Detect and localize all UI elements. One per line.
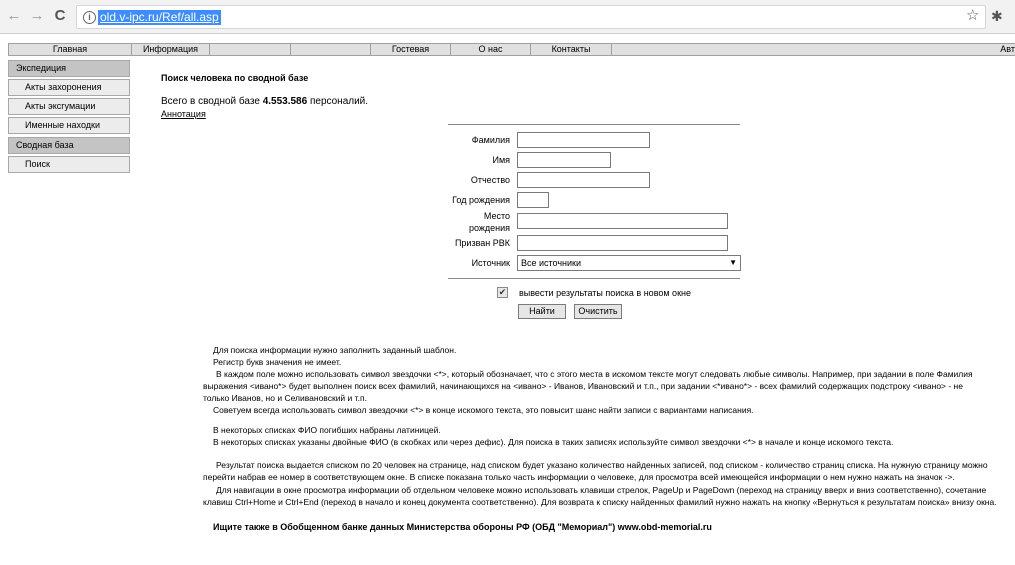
birth-year-label: Год рождения [452,195,510,205]
draft-office-label: Призван РВК [454,238,510,248]
menu-item-info[interactable]: Информация [132,44,209,55]
sidebar-item-search[interactable]: Поиск [8,156,130,173]
annotation-link[interactable]: Аннотация [161,109,206,119]
address-bar[interactable] [76,5,986,29]
divider-top [448,124,740,125]
total-suffix: персоналий. [309,96,369,107]
help-p3-line1: Результат поиска выдается списком по 20 человек на странице, над списком будет указано количество найденных записей, под списком - количество страниц списка. На нужную страницу можно [216,460,988,470]
url-text[interactable]: old.v-ipc.ru/Ref/all.asp [100,10,219,24]
menu-item-contacts[interactable]: Контакты [531,44,611,55]
sidebar-section-expedition[interactable]: Экспедиция [8,60,130,77]
surname-input[interactable] [517,132,650,148]
sidebar-item-named-finds[interactable]: Именные находки [8,117,130,134]
help-p1-line1: Для поиска информации нужно заполнить заданный шаблон. [213,345,457,355]
find-button[interactable]: Найти [518,304,566,319]
birth-year-input[interactable] [517,192,549,208]
new-window-label: вывести результаты поиска в новом окне [519,288,691,298]
help-p3-line4: клавиш Ctrl+Home и Ctrl+End (переход в начало и конец документа соответственно). Для возврата к списку найденных фамилий нужно нажать на кнопку «Вернуться к результатам поиска» внизу окна. [203,497,997,507]
back-icon[interactable]: ← [6,7,22,24]
clear-button[interactable]: Очистить [574,304,622,319]
help-p1-line2: Регистр букв значения не имеет. [213,357,342,367]
draft-office-input[interactable] [517,235,728,251]
reload-icon[interactable]: C [54,7,66,24]
help-p1-line6: Советуем всегда использовать символ звездочки <*> в конце искомого текста, это повысит шанс найти записи с вариантами написания. [213,405,754,415]
help-p2-line2: В некоторых списках указаны двойные ФИО (в скобках или через дефис). Для поиска в таких записях используйте символ звездочки <*> в начале и конце искомого текста. [213,437,894,447]
help-p3-line2: перейти набрав ее номер в соответствующем окне. В списке показана только часть информации о человеке, для просмотра всей имеющейся информации о нем нужно нажать на значок ->. [203,472,955,482]
menu-item-auth[interactable]: Авт [612,44,1015,55]
total-count: 4.553.586 [262,96,308,107]
menu-item-empty-1 [210,44,290,55]
name-label: Имя [492,155,510,165]
source-select[interactable] [517,255,741,271]
sidebar-item-exhumation-acts[interactable]: Акты эксгумации [8,98,130,115]
patronymic-label: Отчество [470,175,510,185]
help-p1-line4: выражения <ивано*> будет выполнен поиск всех фамилий, начинающихся на <ивано> - Иванов, Ивановский и т.п., при задании <*ивано*> - всех фамилий содержащих подстроку <ивано> - не [203,381,963,391]
menu-item-home[interactable]: Главная [9,44,131,55]
extension-icon[interactable]: ✱ [991,8,1003,24]
page-title: Поиск человека по сводной базе [161,73,309,83]
divider-bottom [448,278,740,279]
new-window-checkbox[interactable]: ✔ [498,287,507,297]
dropdown-arrow-icon: ▼ [729,258,737,267]
obd-memorial-note: Ищите также в Обобщенном банке данных Министерства обороны РФ (ОБД "Мемориал") www.obd-memorial.ru [213,522,712,532]
birth-place-input[interactable] [517,213,728,229]
source-label: Источник [471,258,510,268]
patronymic-input[interactable] [517,172,650,188]
help-p2-line1: В некоторых списках ФИО погибших набраны латиницей. [213,425,441,435]
browser-toolbar [0,0,1015,34]
sidebar-section-summary-base[interactable]: Сводная база [8,137,130,154]
surname-label: Фамилия [471,135,510,145]
name-input[interactable] [517,152,611,168]
menu-item-guestbook[interactable]: Гостевая [371,44,450,55]
sidebar-item-burial-acts[interactable]: Акты захоронения [8,79,130,96]
source-selected-value: Все источники [521,258,582,268]
menu-item-about[interactable]: О нас [451,44,530,55]
info-icon[interactable]: i [83,11,96,24]
help-p3-line3: Для навигации в окне просмотра информации об отдельном человеке можно использовать клавиши стрелок, PageUp и PageDown (переход на страницу вверх и вниз соответственно), сочетание [216,485,987,495]
forward-icon[interactable]: → [29,7,45,24]
top-menu [8,43,1015,56]
menu-item-empty-2 [291,44,370,55]
total-prefix: Всего в сводной базе [161,96,260,107]
help-p1-line5: только Иванов, но и Селивановский и т.п. [203,393,367,403]
birth-place-label-line2: рождения [468,223,510,233]
birth-place-label-line1: Место [483,211,510,221]
bookmark-star-icon[interactable]: ☆ [966,7,980,24]
total-count-line [161,96,368,107]
help-p1-line3: В каждом поле можно использовать символ звездочки <*>, который обозначает, что с этого места в искомом тексте могут следовать любые символы. Например, при задании в поле Фамилия [216,369,973,379]
